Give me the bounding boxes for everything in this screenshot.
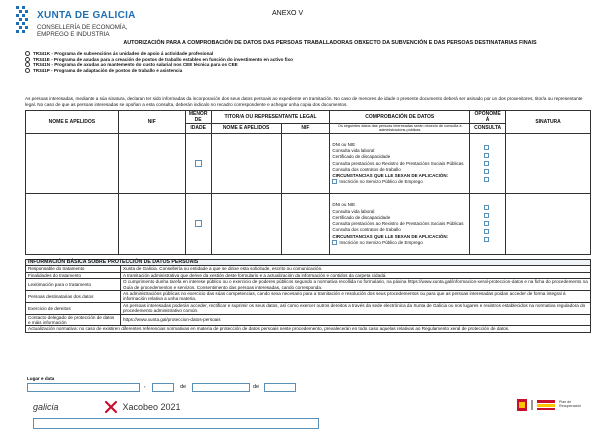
xunta-logo: [14, 5, 34, 37]
procedure-item[interactable]: TR341P - Programa de adaptación de postos de traballo e asistencia: [25, 68, 425, 74]
col-comprobacion-sub: Os seguintes datos das persoas interesadas serán obxecto de consulta á administracións públicas: [330, 124, 470, 134]
menor-cell[interactable]: [185, 194, 211, 255]
procedure-item[interactable]: TR341N - Programa de axudas ao mantemento do custo salarial nos CEE técnica para os CEE: [25, 62, 425, 68]
checkbox-icon[interactable]: [332, 240, 337, 245]
annex-label: ANEXO V: [272, 10, 304, 17]
xacobeo-logo: Xacobeo 2021: [104, 398, 181, 416]
table-row: Contacto delegado de protección de datos e máis información https://www.xunta.gal/proteccion-datos-persoais: [26, 314, 591, 326]
checkbox-icon[interactable]: [195, 160, 202, 167]
galicia-logo: galicia: [33, 402, 59, 412]
table-row: Persoas destinatarias dos datos As administracións públicas no exercicio das súas competencias, cando sexa necesario para a tramitación e resolución dos seus procedementos ou para que as persoas interesadas poidan acceder de forma integral á información relativa a unha materia.: [26, 291, 591, 303]
dept-line-2: EMPREGO E INDUSTRIA: [37, 31, 110, 38]
table-row: Lexitimación para o tratamento O cumprimento dunha tarefa en interese público ou o exercicio de poderes públicos segundo a normativa recollida no formulario, na páxina https://www.xunta.gal/informacion-xeral-proteccion-datos e na ficha do procedemento na Guía de procedementos e servizos. Consentimento das persoas interesadas, cando corresponda.: [26, 279, 591, 291]
col-titor-nif: NIF: [281, 124, 330, 134]
checkbox-icon[interactable]: [484, 145, 489, 150]
privacy-title: INFORMACIÓN BÁSICA SOBRE PROTECCIÓN DE DATOS PERSOAIS: [26, 260, 591, 266]
checkbox-icon[interactable]: [332, 179, 337, 184]
privacy-table: [25, 259, 591, 333]
col-nif: NIF: [118, 111, 185, 134]
col-menor: MENOR DE: [185, 111, 211, 124]
col-titor-nome: NOME E APELIDOS: [211, 124, 281, 134]
comprobacion-cell: DNI ou NIE Consulta vida laboral Certificado de discapacidade Consulta prestacións ao Rexistro de Prestacións Sociais Públicas Consulta dos contratos de traballo CIRCUNSTANCIAS QUE LLE SEXAN DE APLICACIÓN: Inscrición no Servizo Público de Emprego: [330, 194, 470, 255]
procedure-item[interactable]: TR341K - Programa de subvencións ás unidades de apoio á actividade profesional: [25, 51, 425, 57]
col-menor-2: IDADE: [185, 124, 211, 134]
checkbox-icon[interactable]: [484, 213, 489, 218]
col-opono-2: CONSULTA: [470, 124, 506, 134]
table-row: [26, 133, 591, 194]
titor-nif-cell[interactable]: [281, 133, 330, 194]
radio-icon[interactable]: [25, 68, 30, 73]
org-name: XUNTA DE GALICIA: [37, 10, 136, 21]
date-de-2: de: [253, 384, 260, 390]
table-row: [26, 194, 591, 255]
titor-nif-cell[interactable]: [281, 194, 330, 255]
checkbox-icon[interactable]: [484, 229, 489, 234]
col-opono: OPÓÑOME Á: [470, 111, 506, 124]
page-title: AUTORIZACIÓN PARA A COMPROBACIÓN DE DATOS DAS PERSOAS TRABALLADORAS OBXECTO DA SUBVENCIÓN E DAS PERSOAS DESTINATARIAS FINAIS: [123, 40, 537, 46]
privacy-footer: Actualización normativa: no caso de existiren diferentes referencias normativas en materia de protección de datos persoais neste procedemento, prevalecerán en todo caso aquelas relativas ao Regulamento xeral de protección de datos.: [26, 326, 591, 332]
procedure-item[interactable]: TR341E - Programa de axudas para a creación de postos de traballo estables en función do investimento en activo fixo: [25, 57, 425, 63]
titor-nome-cell[interactable]: [211, 133, 281, 194]
opono-cell: [470, 194, 506, 255]
dept-line-1: CONSELLERÍA DE ECONOMÍA,: [37, 24, 128, 31]
menor-cell[interactable]: [185, 133, 211, 194]
col-sinatura: SINATURA: [506, 111, 591, 134]
table-row: Finalidades do tratamento A tramitación administrativa que derive da xestión deste formulario e a actualización da información e contidos da carpeta cidadá.: [26, 272, 591, 278]
titor-nome-cell[interactable]: [211, 194, 281, 255]
table-row: Responsable do tratamento Xunta de Galicia. Consellería ou entidade a que se dirixe esta solicitude, escrito ou comunicación.: [26, 266, 591, 272]
date-sep: ,: [144, 383, 146, 389]
year-input[interactable]: [264, 383, 296, 392]
data-table: [25, 110, 591, 255]
col-comprobacion: COMPROBACIÓN DE DATOS: [330, 111, 470, 124]
nif-cell[interactable]: [118, 133, 185, 194]
checkbox-icon[interactable]: [484, 161, 489, 166]
month-input[interactable]: [192, 383, 250, 392]
nome-cell[interactable]: [26, 194, 119, 255]
checkbox-icon[interactable]: [484, 221, 489, 226]
checkbox-icon[interactable]: [484, 237, 489, 242]
intro-text: As persoas interesadas, mediante a súa sinatura, declaran ter sido informadas da incorporación dos seus datos persoais ao expediente en tramitación. No caso de menores de idade o presente documento deberá ser asinado por un dos proxenitores, titor/a ou representante legal. No caso de que as persoas interesadas se opoñan a esta consulta, deberán indicalo no recadro correspondente e achegar unha copia dos documentos.: [25, 96, 583, 107]
table-row: Exercicio de dereitos As persoas interesadas poderán acceder, rectificar e suprimir os seus datos, así como exercer outros dereitos a través da sede electrónica da Xunta de Galicia ou nos lugares e rexistros establecidos na normativa reguladora do procedemento administrativo común.: [26, 302, 591, 314]
sinatura-cell[interactable]: [506, 194, 591, 255]
date-label: Lugar e data: [27, 376, 55, 381]
plan-logo: Plan de Recuperación: [515, 397, 585, 413]
xacobeo-icon: [104, 400, 118, 414]
comprobacion-cell: DNI ou NIE Consulta vida laboral Certificado de discapacidade Consulta prestacións ao Rexistro de Prestacións Sociais Públicas Consulta dos contratos de traballo CIRCUNSTANCIAS QUE LLE SEXAN DE APLICACIÓN: Inscrición no Servizo Público de Emprego: [330, 133, 470, 194]
bottom-field[interactable]: [33, 418, 319, 429]
nome-cell[interactable]: [26, 133, 119, 194]
col-titor: TITOR/A OU REPRESENTANTE LEGAL: [211, 111, 330, 124]
sinatura-cell[interactable]: [506, 133, 591, 194]
day-input[interactable]: [152, 383, 174, 392]
procedure-list: [25, 51, 425, 73]
checkbox-icon[interactable]: [484, 153, 489, 158]
radio-icon[interactable]: [25, 57, 30, 62]
checkbox-icon[interactable]: [484, 177, 489, 182]
radio-icon[interactable]: [25, 62, 30, 67]
checkbox-icon[interactable]: [195, 220, 202, 227]
col-nome: NOME E APELIDOS: [26, 111, 119, 134]
place-input[interactable]: [27, 383, 140, 392]
date-de-1: de: [180, 384, 187, 390]
nif-cell[interactable]: [118, 194, 185, 255]
opono-cell: [470, 133, 506, 194]
radio-icon[interactable]: [25, 51, 30, 56]
checkbox-icon[interactable]: [484, 205, 489, 210]
checkbox-icon[interactable]: [484, 169, 489, 174]
